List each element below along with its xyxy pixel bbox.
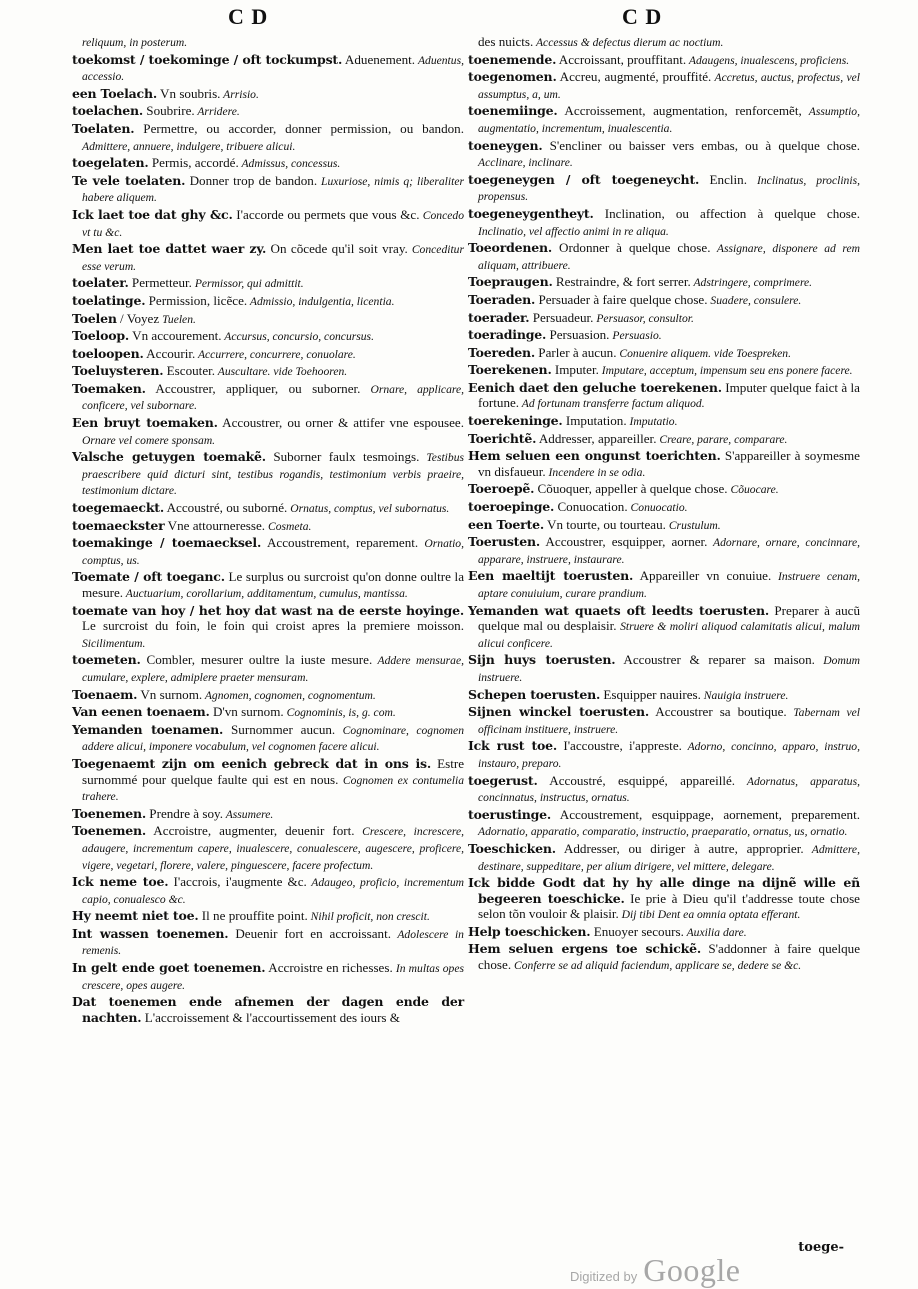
entry-latin: Persuasor, consultor. [593,311,694,325]
entry-latin: Assumere. [223,807,274,821]
dictionary-entry [72,415,464,448]
entry-headword: Eenich daet den geluche toerekenen. [468,379,722,395]
dictionary-entry [468,941,860,973]
right-column [468,34,860,975]
entry-latin: Admissio, indulgentia, licentia. [247,294,395,308]
entry-french: Vn surnom. [137,686,203,702]
entry-latin: Accretus, auctus, profectus, vel assumptus, a, um. [478,71,860,101]
entry-latin: Ornatus, comptus, vel subornatus. [287,502,450,516]
entry-latin: Suadere, consulere. [707,293,802,307]
entry-latin: Conuenire aliquem. vide Toespreken. [616,346,791,360]
entry-french: Cõuoquer, appeller à quelque chose. [534,481,728,497]
entry-french: Addresser, ou diriger à autre, approprier. [555,840,804,856]
dictionary-entry [72,86,464,103]
entry-french: Estre surnommé pour quelque faulte qui est en nous. [82,755,464,787]
entry-headword: toelachen. [72,103,144,119]
entry-french: Accroistre en richesses. [265,960,393,976]
google-logo: Google [643,1252,741,1288]
dictionary-entry [468,568,860,601]
dictionary-entry [468,327,860,344]
entry-french: Vne attourneresse. [164,517,266,533]
dictionary-entry [468,448,860,480]
entry-french: Combler, mesurer oultre la iuste mesure. [140,652,373,668]
entry-french: S'addonner à faire quelque chose. [478,941,860,973]
entry-latin: Agnomen, cognomen, cognomentum. [202,688,376,702]
entry-headword: Toemaken. [72,380,146,396]
dictionary-entry [468,499,860,516]
entry-french: Donner trop de bandon. [185,172,318,188]
dictionary-entry [72,173,464,206]
entry-french: Soubrire. [143,103,195,119]
entry-headword: toemaeckster [72,517,165,533]
entry-latin: Aduentus, accessio. [82,53,464,84]
entry-headword: Schepen toerusten. [468,686,601,702]
entry-french: Il ne prouffite point. [198,908,308,924]
dictionary-entry [72,52,464,85]
entry-headword: Toepraugen. [468,274,553,290]
entry-french: Accourir. [143,345,196,361]
entry-headword: Yemanden wat quaets oft leedts toerusten. [468,602,769,618]
entry-french: Vn accourement. [129,328,222,344]
entry-headword: Toegenaemt zijn om eenich gebreck dat in ons is. [72,755,432,771]
entry-french: Restraindre, & fort serrer. [552,274,691,290]
catchword: toege- [798,1240,844,1255]
entry-french: Accoustrer, esquipper, aorner. [540,534,708,550]
entry-french: Accoustrer, appliquer, ou suborner. [145,380,361,396]
entry-french: Accroissement, augmentation, renforcemẽt, [557,103,802,119]
entry-headword: Toerusten. [468,534,541,550]
entry-headword: toerader. [468,309,530,325]
entry-headword: een Toelach. [72,85,158,101]
dictionary-entry [468,69,860,102]
entry-latin: Adornatus, apparatus, concinnatus, instructus, ornatus. [478,774,860,805]
running-head-left: C D [228,4,269,29]
entry-latin: Acclinare, inclinare. [478,156,573,170]
entry-headword: Ick neme toe. [72,874,169,890]
entry-headword: Hy neemt niet toe. [72,908,199,924]
dictionary-entry [72,874,464,907]
entry-latin: Inclinatio, vel affectio animi in re aliqua. [478,224,669,238]
entry-headword: Hem seluen een ongunst toerichten. [468,448,721,464]
entry-latin: Adornatio, apparatio, comparatio, instructio, praeparatio, ornatus, us, ornatio. [478,825,848,839]
running-head-right: C D [622,4,663,29]
entry-headword: Een bruyt toemaken. [72,415,218,431]
dictionary-entry [72,346,464,363]
entry-latin: Domum instruere. [478,654,860,684]
entry-headword: Ick bidde Godt dat hy hy alle dinge na dijnẽ wille eñ begeeren toeschicke. [468,875,860,906]
entry-headword: toegenomen. [468,69,557,85]
entry-headword: toeradinge. [468,327,547,343]
entry-latin: Accurrere, concurrere, conuolare. [195,347,356,361]
entry-latin: Cognominis, is, g. com. [283,706,396,720]
dictionary-entry [468,603,860,652]
entry-latin: Tabernam vel officinam instituere, instruere. [478,706,860,736]
entry-french: Enuoyer secours. [590,923,684,939]
dictionary-entry [72,652,464,685]
entry-latin: Crustulum. [665,518,721,532]
entry-headword: toegelaten. [72,155,149,171]
entry-headword: Van eenen toenaem. [72,704,210,720]
entry-latin: Ornare, applicare, conficere, vel subornare. [82,382,464,413]
entry-headword: Toeloop. [72,328,130,344]
entry-latin: Imputatio. [626,415,678,429]
dictionary-entry [72,535,464,568]
entry-latin: Admittere, annuere, indulgere, tribuere alicui. [82,139,296,153]
entry-headword: Toeordenen. [468,240,553,256]
entry-latin: Accessus & defectus dierum ac noctium. [533,36,724,49]
entry-french: Surnommer aucun. [223,721,336,737]
entry-french: Esquipper nauires. [600,686,701,702]
entry-headword: toerustinge. [468,806,552,822]
entry-latin: Tuelen. [159,312,196,326]
entry-headword: Toeschicken. [468,840,556,856]
entry-french: Escouter. [163,363,216,379]
entry-headword: toeroepinge. [468,499,555,515]
entry-latin: Admissus, concessus. [238,157,341,171]
dictionary-entry [468,652,860,685]
dictionary-entry [72,34,464,51]
entry-headword: toeloopen. [72,345,144,361]
dictionary-entry [72,311,464,328]
dictionary-entry [468,738,860,771]
entry-headword: toelater. [72,275,129,291]
entry-french: Accoustré, ou suborné. [164,500,288,516]
entry-french: Accoustrer & reparer sa maison. [615,652,815,668]
dictionary-entry [468,431,860,448]
entry-headword: toegeneygen / oft toegeneycht. [468,171,700,187]
entry-french: Appareiller vn conuiue. [633,568,772,584]
entry-latin: Nihil proficit, non crescit. [307,910,430,924]
dictionary-entry [468,413,860,430]
entry-french: Permetteur. [128,275,192,291]
dictionary-entry [468,172,860,205]
entry-latin: Adstringere, comprimere. [690,276,813,290]
entry-latin: Persuasio. [609,329,662,343]
dictionary-entry [72,381,464,414]
dictionary-entry [468,103,860,136]
entry-french: Persuasion. [546,327,610,343]
entry-french: Deuenir fort en accroissant. [228,925,391,941]
entry-latin: Struere & moliri aliquod calamitatis alicui, malum alicui conficere. [478,620,860,650]
dictionary-entry [468,34,860,51]
dictionary-entry [468,481,860,498]
entry-latin: Inclinatus, proclinis, propensus. [478,173,860,204]
dictionary-entry [468,206,860,239]
entry-french: des nuicts. [478,34,534,49]
dictionary-entry [72,155,464,172]
dictionary-entry [72,293,464,310]
entry-french: Parler à aucun. [535,344,617,360]
dictionary-entry [72,569,464,601]
entry-latin: Ornare vel comere sponsam. [82,433,216,447]
entry-latin: Accursus, concursio, concursus. [221,330,374,344]
entry-headword: Toenemen. [72,823,147,839]
entry-headword: Toeluysteren. [72,363,164,379]
entry-french: S'appareiller à soymesme vn disfaueur. [478,448,860,479]
entry-latin: Crescere, increscere, adaugere, incrementum capere, inualescere, conualescere, augescere, proficere, vigere, vegetari, florere, valere, pinguescere, facere profectum. [82,825,464,872]
entry-headword: toegerust. [468,772,538,788]
entry-headword: toenemende. [468,51,557,67]
entry-french: D'vn surnom. [209,704,284,720]
entry-headword: Te vele toelaten. [72,172,186,188]
entry-headword: Sijnen winckel toerusten. [468,704,650,720]
entry-french: Le surcroist du foin, le foin qui croist apres la premiere moisson. [82,618,464,634]
entry-latin: Cosmeta. [265,519,312,533]
entry-latin: Conferre se ad aliquid faciendum, applicare se, dedere se &c. [511,959,802,973]
entry-headword: toelatinge. [72,292,146,308]
entry-french: Ordonner à quelque chose. [552,240,711,256]
dictionary-entry [468,704,860,737]
dictionary-entry [72,207,464,240]
entry-latin: Permissor, qui admittit. [191,277,304,291]
entry-headword: Toeraden. [468,291,536,307]
entry-latin: Creare, parare, comparare. [656,432,788,446]
entry-latin: Arrisio. [220,87,259,101]
dictionary-entry [72,908,464,925]
entry-latin: Conceditur esse verum. [82,243,464,273]
entry-french: Imputation. [562,413,627,429]
entry-headword: Valsche getuygen toemakẽ. [72,449,266,465]
dictionary-entry [72,756,464,805]
entry-latin: Testibus praescribere quid dicturi sint, testibus rogandis, testimonium verbis praeire, testimonium dictare. [82,451,465,498]
entry-french: Accroissant, prouffitant. [556,51,687,67]
entry-headword: toemeten. [72,652,141,668]
entry-headword: een Toerte. [468,516,544,532]
entry-headword: Toenaem. [72,686,138,702]
dictionary-entry [72,500,464,517]
entry-french: Vn soubris. [157,85,221,101]
entry-headword: toegemaeckt. [72,500,165,516]
entry-latin: Auctuarium, corollarium, additamentum, cumulus, mantissa. [123,587,408,600]
entry-french: Accoustrement, esquippage, aornement, preparement. [551,806,860,822]
dictionary-entry [468,292,860,309]
entry-latin: Concedo vt tu &c. [82,208,464,239]
dictionary-entry [468,240,860,273]
entry-french: Preparer à aucũ quelque mal ou desplaisir. [478,602,860,634]
entry-french: Ie prie à Dieu qu'il t'addresse toute chose selon tõn vouloir & plaisir. [478,890,860,922]
entry-french: L'accroissement & l'accourtissement des iours & [141,1009,400,1025]
entry-french: Accoustré, esquippé, appareillé. [537,772,736,788]
entry-headword: Toelen [72,310,117,326]
dictionary-entry [468,310,860,327]
dictionary-entry [468,924,860,941]
dictionary-entry [468,517,860,534]
entry-latin: Assignare, disponere ad rem aliquam, attribuere. [478,242,860,272]
entry-latin: Ad fortunam transferre factum aliquod. [519,397,705,411]
entry-headword: Ick rust toe. [468,738,558,754]
dictionary-entry [72,603,464,652]
dictionary-entry [72,704,464,721]
entry-latin: Admittere, destinare, suppeditare, per alium dirigere, vel mittere, delegare. [478,842,860,873]
entry-headword: Men laet toe dattet waer zy. [72,241,267,257]
dictionary-entry [72,806,464,823]
dictionary-entry [72,121,464,154]
entry-headword: toegeneygentheyt. [468,205,594,221]
dictionary-entry [468,807,860,840]
dictionary-entry [72,994,464,1026]
dictionary-entry [72,518,464,535]
entry-french: Persuader à faire quelque chose. [535,291,708,307]
entry-latin: Dij tibi Dent ea omnia optata efferant. [618,908,801,922]
entry-french: On cõcede qu'il soit vray. [266,241,408,257]
entry-french: Accroistre, augmenter, deuenir fort. [146,823,355,839]
entry-headword: toenemiinge. [468,103,558,119]
dictionary-entry [468,362,860,379]
entry-latin: Auscultare. vide Toehooren. [215,365,348,379]
entry-french: Accoustrer sa boutique. [649,704,787,720]
entry-latin: Addere mensurae, cumulare, explere, admiplere praeter mensuram. [82,654,464,684]
dictionary-entry [72,926,464,959]
dictionary-entry [72,449,464,499]
left-column [72,34,464,1027]
entry-french: S'encliner ou baisser vers embas, ou à quelque chose. [542,137,860,153]
entry-french: Addresser, appareiller. [536,430,657,446]
entry-french: Imputer quelque faict à la fortune. [478,379,860,411]
entry-french: Permettre, ou accorder, donner permission, ou bandon. [134,120,464,136]
entry-french: I'accrois, i'augmente &c. [168,874,307,890]
entry-headword: toeneygen. [468,137,543,153]
entry-headword: Toemate / oft toeganc. [72,569,225,585]
dictionary-entry [468,52,860,69]
entry-latin: Luxuriose, nimis q; liberaliter habere aliquem. [82,174,464,205]
entry-latin: Adaugens, inualescens, proficiens. [686,53,850,67]
entry-latin: Cõuocare. [727,483,779,497]
entry-latin: In multas opes crescere, opes augere. [82,962,464,992]
dictionary-entry [72,328,464,345]
entry-headword: toekomst / toekominge / oft tockumpst. [72,51,343,67]
dictionary-entry [468,138,860,171]
dictionary-entry [72,823,464,873]
entry-headword: Help toeschicken. [468,923,591,939]
dictionary-entry [72,275,464,292]
entry-french: Inclination, ou affection à quelque chose. [593,205,860,221]
entry-latin: Imputare, acceptum, impensum seu ens ponere facere. [598,364,853,378]
entry-headword: Sijn huys toerusten. [468,652,616,668]
digitized-by-google-watermark [570,1252,740,1289]
entry-french: Aduenement. [342,51,416,67]
entry-latin: reliquum, in posterum. [82,36,188,49]
entry-latin: Sicilimentum. [82,636,146,650]
entry-french: Enclin. [699,171,748,187]
entry-headword: Toerekenen. [468,362,552,378]
dictionary-entry [72,960,464,993]
dictionary-entry [72,103,464,120]
dictionary-entry [468,534,860,567]
entry-latin: Incendere in se odia. [545,465,646,479]
entry-latin: Ornatio, comptus, us. [82,537,464,567]
entry-french: Conuocation. [554,499,628,515]
entry-latin: Assumptio, augmentatio, incrementum, inualescentia. [478,105,860,135]
entry-french: Accoustrement, reparement. [261,535,419,551]
entry-french: Persuadeur. [529,309,594,325]
entry-latin: Adornare, ornare, concinnare, apparare, instruere, instaurare. [478,536,860,566]
dictionary-entry [468,274,860,291]
entry-french: Accoustrer, ou orner & attifer vne espousee. [217,415,464,431]
entry-french: Permission, licẽce. [145,292,248,308]
dictionary-entry [468,841,860,874]
entry-headword: Toenemen. [72,805,147,821]
entry-french: I'accorde ou permets que vous &c. [232,206,420,222]
entry-headword: Dat toenemen ende afnemen der dagen ende der nachten. [72,994,464,1025]
entry-headword: toemate van hoy / het hoy dat wast na de eerste hoyinge. [72,602,464,618]
entry-french: Imputer. [551,362,599,378]
entry-french: Suborner faulx tesmoings. [265,449,420,465]
dictionary-entry [72,241,464,274]
entry-headword: Toerichtẽ. [468,430,537,446]
entry-headword: Een maeltijt toerusten. [468,568,634,584]
entry-headword: Ick laet toe dat ghy &c. [72,206,233,222]
dictionary-entry [468,875,860,923]
dictionary-entry [72,687,464,704]
entry-latin: Adolescere in remenis. [82,927,464,958]
entry-latin: Conuocatio. [627,501,688,515]
dictionary-entry [468,687,860,704]
entry-headword: Toeroepẽ. [468,481,535,497]
entry-latin: Instruere cenam, aptare conuiuium, curare prandium. [478,570,860,600]
dictionary-entry [468,773,860,806]
entry-latin: Adorno, concinno, apparo, instruo, instauro, preparo. [478,740,860,770]
watermark-prefix: Digitized by [570,1269,638,1284]
entry-headword: In gelt ende goet toenemen. [72,960,266,976]
dictionary-entry [72,722,464,755]
entry-headword: toemakinge / toemaecksel. [72,535,262,551]
entry-latin: Arridere. [194,105,240,119]
dictionary-entry [72,363,464,380]
dictionary-entry [468,380,860,412]
entry-french: Le surplus ou surcroist qu'on donne oultre la mesure. [82,569,465,600]
entry-french: Accreu, augmenté, prouffité. [556,69,712,85]
entry-headword: toerekeninge. [468,413,563,429]
dictionary-entry [468,345,860,362]
entry-headword: Int wassen toenemen. [72,925,229,941]
entry-french: Vn tourte, ou tourteau. [543,516,666,532]
entry-french: / Voyez [116,310,160,326]
entry-headword: Toelaten. [72,120,135,136]
entry-headword: Yemanden toenamen. [72,721,224,737]
entry-latin: Cognomen ex contumelia trahere. [82,773,464,804]
entry-french: Prendre à soy. [146,805,223,821]
entry-headword: Hem seluen ergens toe schickẽ. [468,941,702,957]
entry-latin: Nauigia instruere. [700,688,789,702]
entry-headword: Toereden. [468,344,536,360]
entry-french: Permis, accordé. [148,155,239,171]
entry-latin: Auxilia dare. [683,925,747,939]
entry-latin: Cognominare, cognomen addere alicui, imponere vocabulum, vel cognomen facere alicui. [82,723,464,754]
entry-latin: Adaugeo, proficio, incrementum capio, conualesco &c. [82,876,465,906]
entry-french: I'accoustre, i'appreste. [557,738,682,754]
